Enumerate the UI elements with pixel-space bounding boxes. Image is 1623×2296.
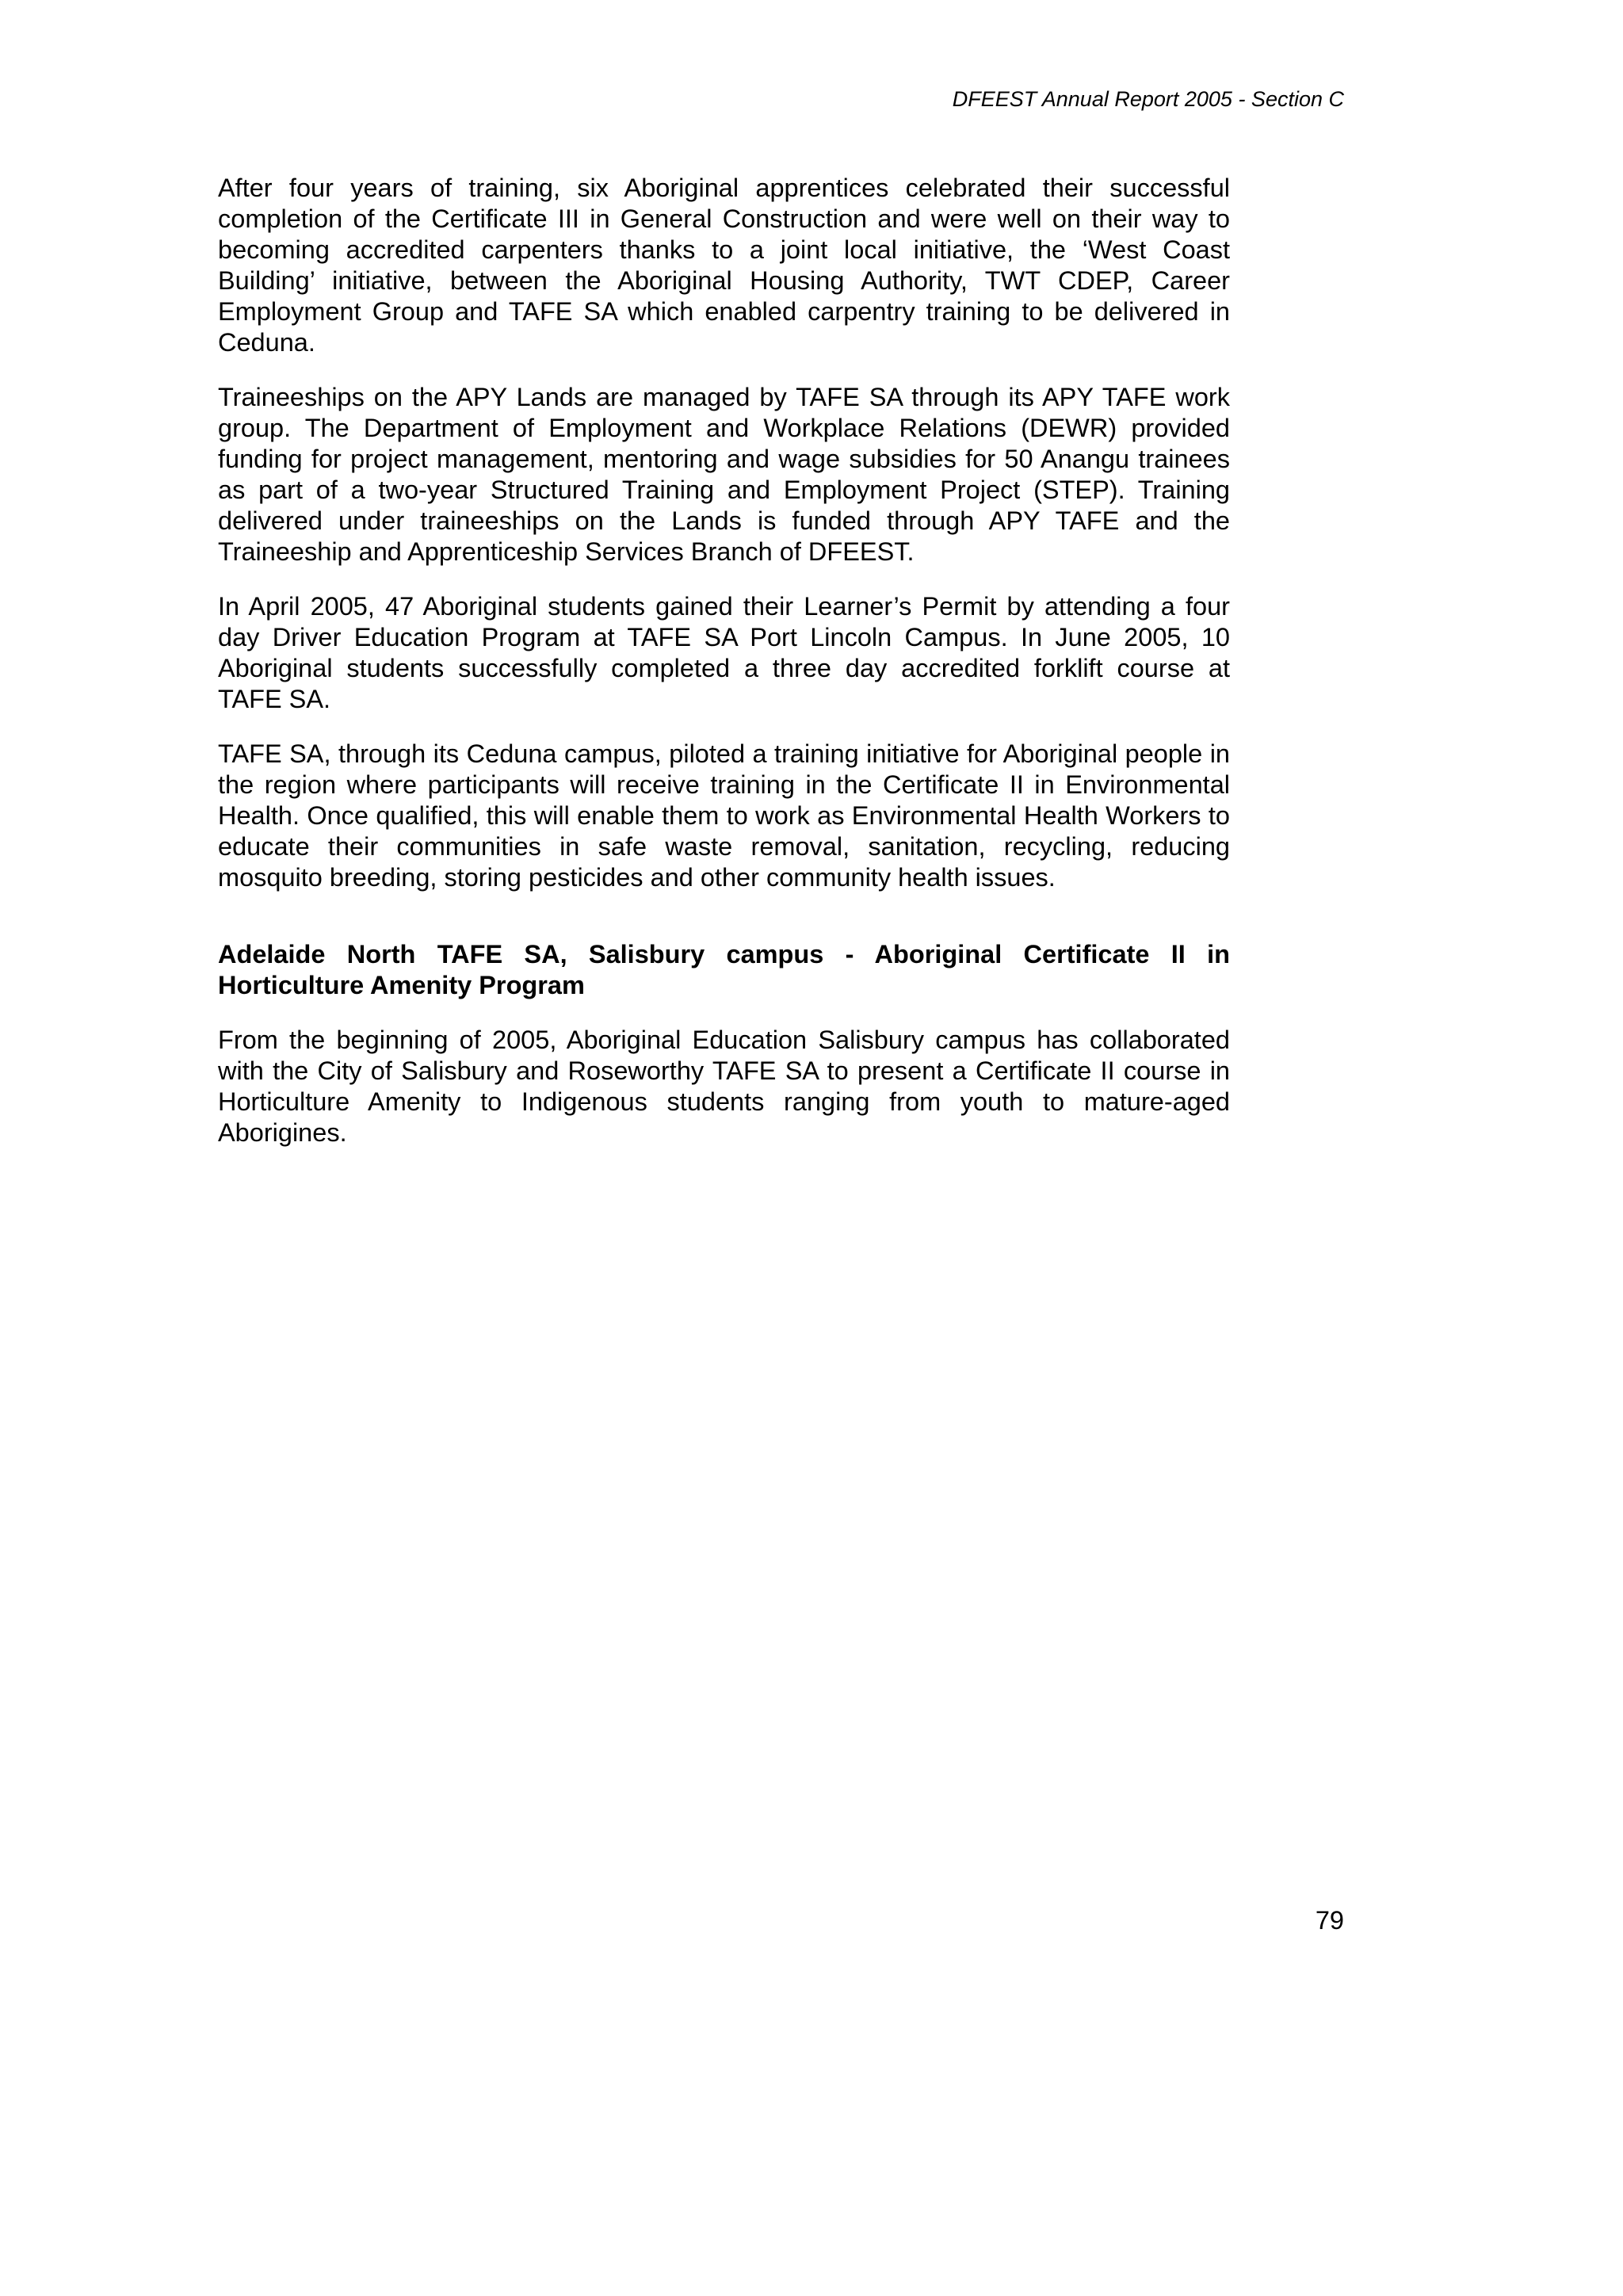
paragraph-driver-education: In April 2005, 47 Aboriginal students gained their Learner’s Permit by attending a four day Driver Education Program at TAFE SA Port Lincoln Campus. In June 2005, 10 Aboriginal students successfully completed a three day accredited forklift course at TAFE SA. bbox=[218, 592, 1230, 713]
paragraph-horticulture-amenity: From the beginning of 2005, Aboriginal Education Salisbury campus has collaborated with the City of Salisbury and Roseworthy TAFE SA to present a Certificate II course in Horticulture Amenity to Indigenous students ranging from youth to mature-aged Aborigines. bbox=[218, 1026, 1230, 1147]
paragraph-environmental-health: TAFE SA, through its Ceduna campus, piloted a training initiative for Aboriginal people in the region where participants will receive training in the Certificate II in Environmental Health. Once qualified, this will enable them to work as Environmental Health Workers to educate their communities in safe waste removal, sanitation, recycling, reducing mosquito breeding, storing pesticides and other community health issues. bbox=[218, 739, 1230, 892]
running-header: DFEEST Annual Report 2005 - Section C bbox=[952, 87, 1344, 111]
page-number: 79 bbox=[1315, 1906, 1344, 1935]
paragraph-west-coast-building: After four years of training, six Aboriginal apprentices celebrated their successful completion of the Certificate III in General Construction and were well on their way to becoming accredited carpenters thanks to a joint local initiative, the ‘West Coast Building’ initiative, between the Aboriginal Housing Authority, TWT CDEP, Career Employment Group and TAFE SA which enabled carpentry training to be delivered in Ceduna. bbox=[218, 174, 1230, 357]
section-heading: Adelaide North TAFE SA, Salisbury campus - Aboriginal Certificate II in Horticulture Amenity Program bbox=[218, 940, 1230, 999]
paragraph-apy-traineeships: Traineeships on the APY Lands are managed by TAFE SA through its APY TAFE work group. The Department of Employment and Workplace Relations (DEWR) provided funding for project management, mentoring and wage subsidies for 50 Anangu trainees as part of a two-year Structured Training and Employment Project (STEP). Training delivered under traineeships on the Lands is funded through APY TAFE and the Traineeship and Apprenticeship Services Branch of DFEEST. bbox=[218, 383, 1230, 566]
body-text bbox=[218, 173, 1230, 1172]
